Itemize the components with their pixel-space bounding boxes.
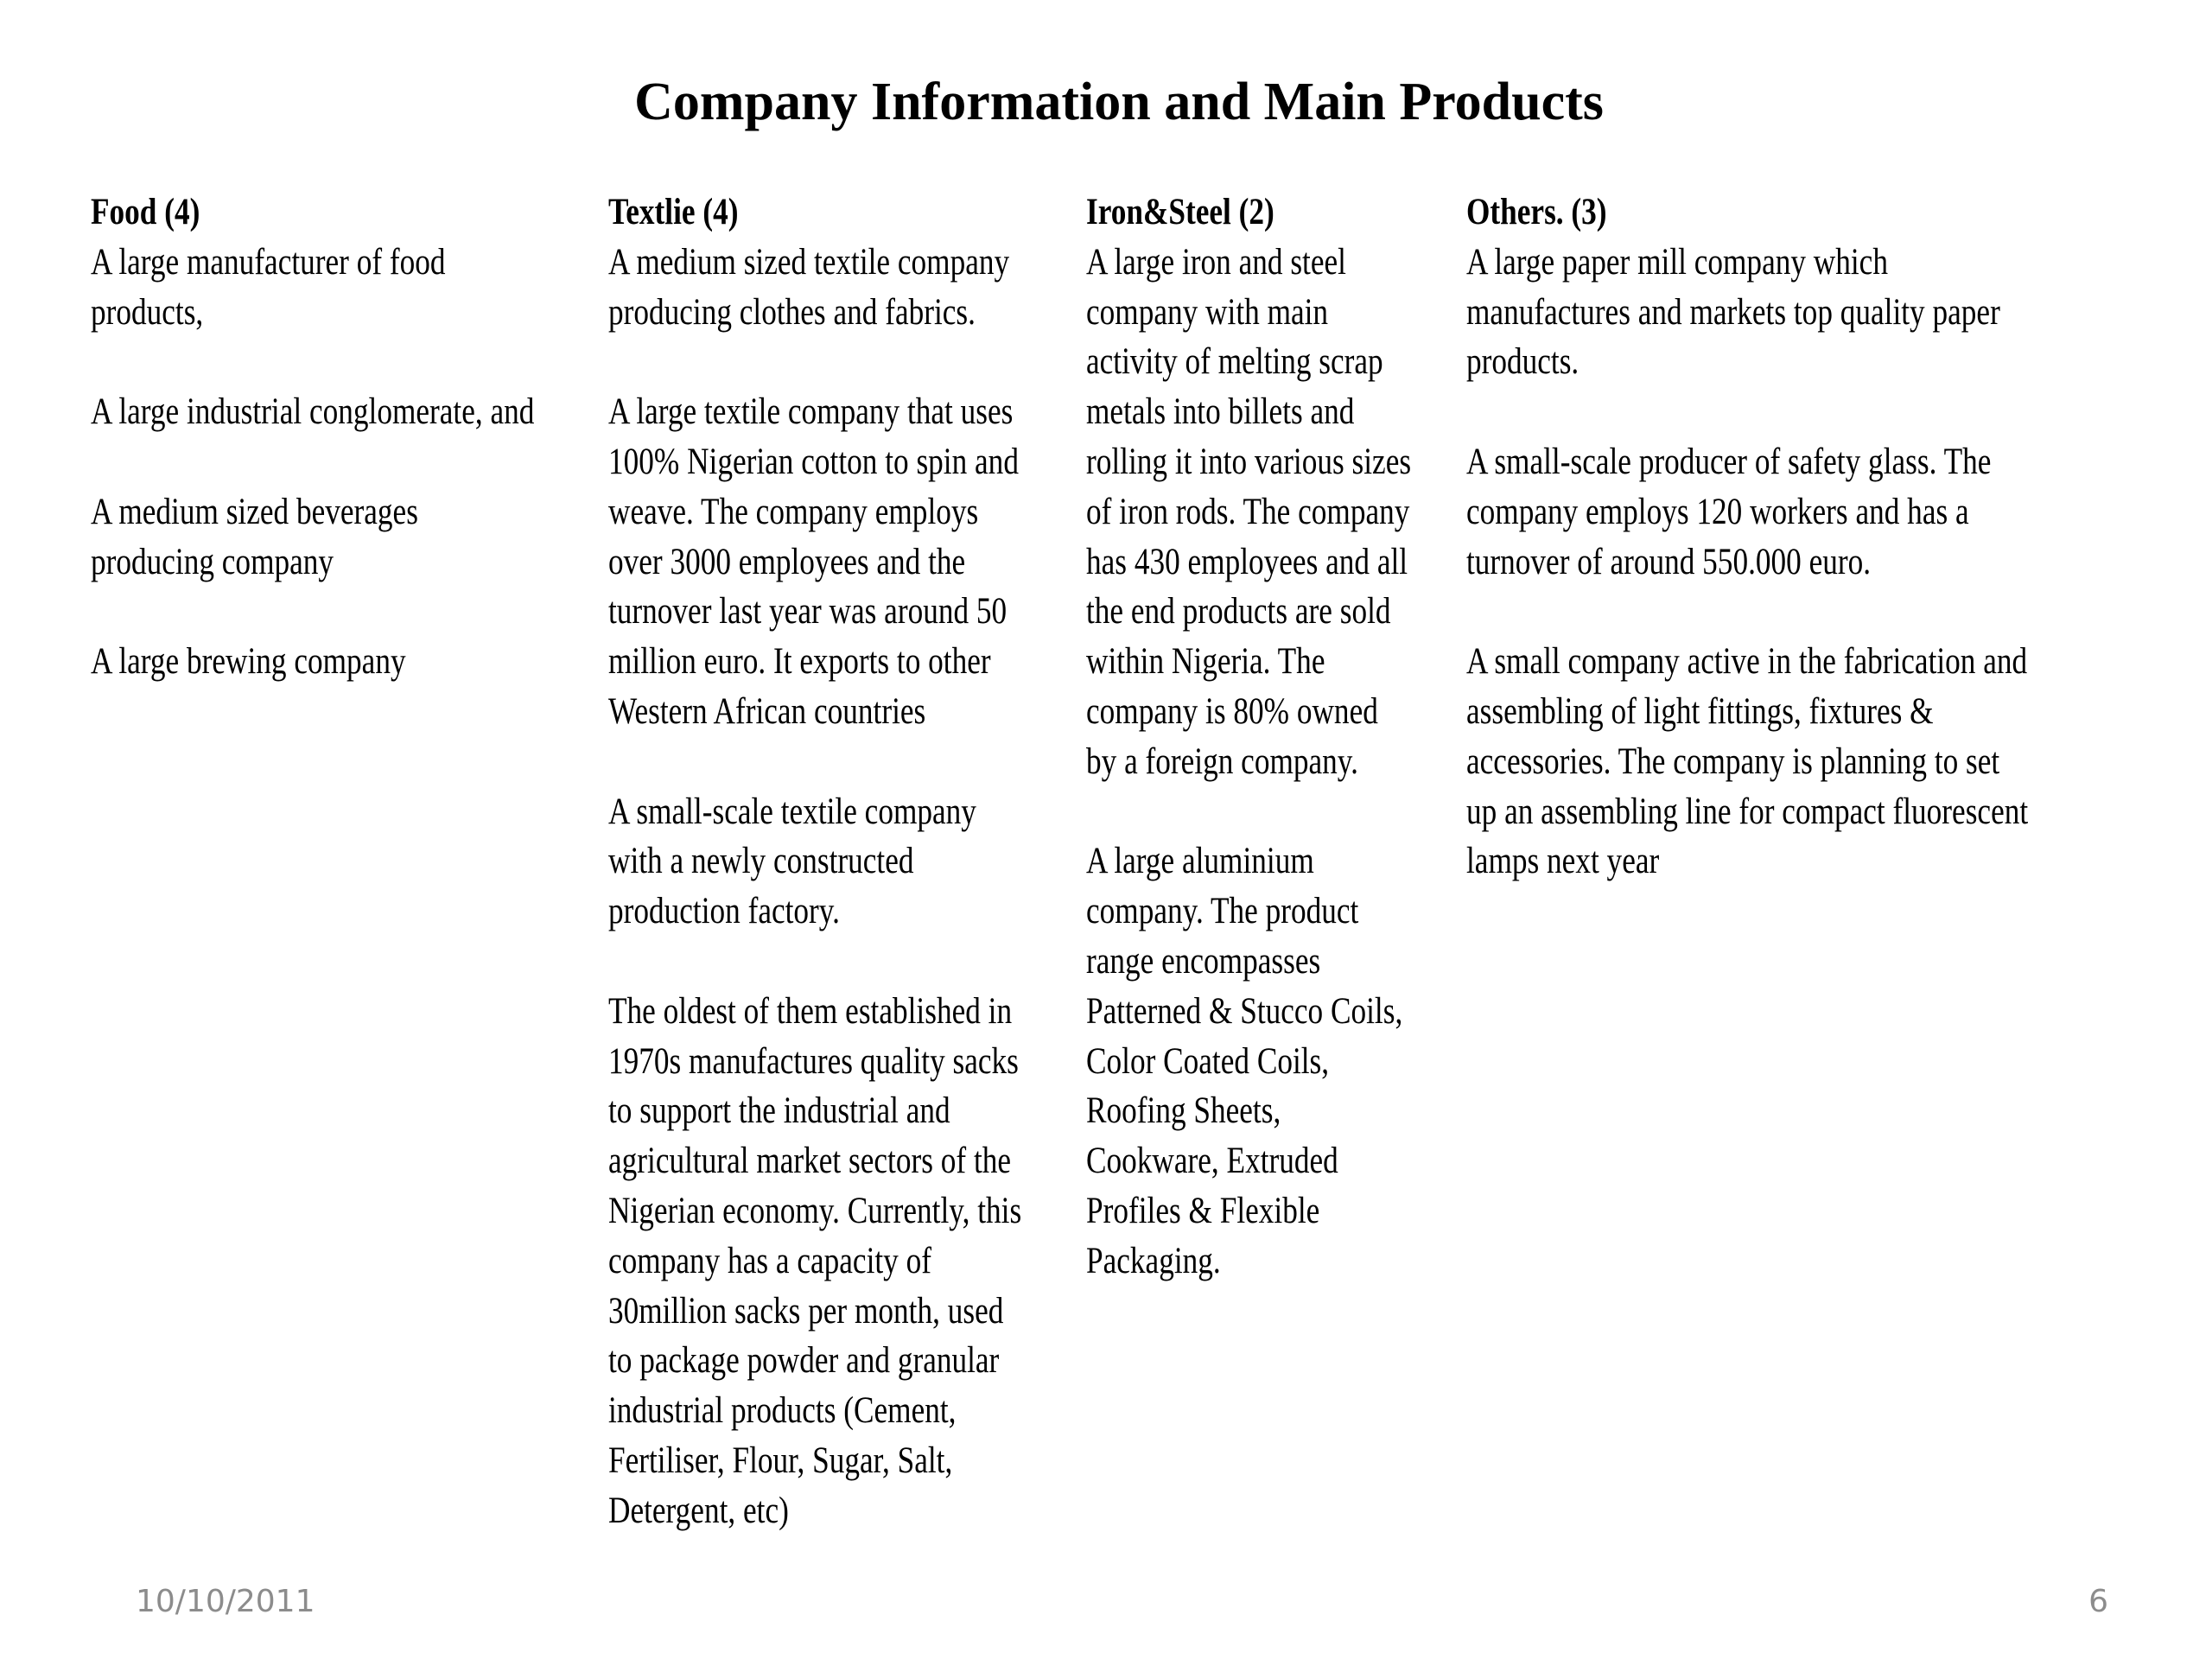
company-entry: A large manufacturer of food products, bbox=[91, 241, 446, 333]
company-entry: A small-scale textile company with a newly constructed production factory. bbox=[608, 791, 976, 932]
column-heading: Textlie (4) bbox=[608, 192, 739, 232]
company-entry: A large paper mill company which manufactures and markets top quality paper products. bbox=[1466, 241, 2000, 383]
column-textile bbox=[608, 188, 1076, 1586]
slide-title: Company Information and Main Products bbox=[634, 73, 1604, 131]
company-entry: A large industrial conglomerate, and bbox=[91, 391, 535, 433]
company-entry: A large iron and steel company with main activity of melting scrap metals into billets and rolling it into various sizes of iron rods. The company has 430 employees and all the end products are sold within Nigeria. The company is 80% owned by a foreign company. bbox=[1086, 241, 1412, 782]
company-entry: A large brewing company bbox=[91, 641, 406, 683]
company-entry: A large textile company that uses 100% Nigerian cotton to spin and weave. The company employs over 3000 employees and the turnover last year was around 50 million euro. It exports to other Western African countries bbox=[608, 391, 1019, 732]
page-number: 6 bbox=[2088, 1584, 2108, 1619]
company-entry: A small company active in the fabrication and assembling of light fittings, fixtures & accessories. The company is planning to set up an assembling line for compact fluorescent lamps next year bbox=[1466, 641, 2029, 882]
company-entry: The oldest of them established in 1970s manufactures quality sacks to support the industrial and agricultural market sectors of the Nigerian economy. Currently, this company has a capacity of 30million sacks per month, used to package powder and granular industrial products (Cement, Fertiliser, Flour, Sugar, Salt, Detergent, etc) bbox=[608, 990, 1022, 1531]
company-entry: A small-scale producer of safety glass. The company employs 120 workers and has a turnover of around 550.000 euro. bbox=[1466, 441, 1992, 582]
company-entry: A medium sized textile company producing clothes and fabrics. bbox=[608, 241, 1010, 333]
column-heading: Food (4) bbox=[91, 192, 200, 232]
column-food bbox=[91, 188, 587, 737]
column-heading: Iron&Steel (2) bbox=[1086, 192, 1274, 232]
company-entry: A large aluminium company. The product range encompasses Patterned & Stucco Coils, Color Coated Coils, Roofing Sheets, Cookware, Extruded Profiles & Flexible Packaging. bbox=[1086, 841, 1403, 1281]
column-heading: Others. (3) bbox=[1466, 192, 1607, 232]
column-others bbox=[1466, 188, 2118, 937]
column-iron-steel bbox=[1086, 188, 1454, 1336]
footer-date: 10/10/2011 bbox=[136, 1584, 315, 1619]
company-entry: A medium sized beverages producing company bbox=[91, 491, 418, 582]
